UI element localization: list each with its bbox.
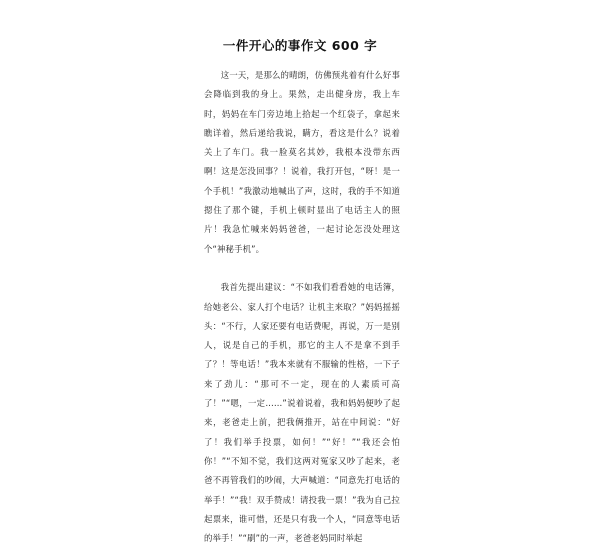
document-title: 一件开心的事作文 600 字 <box>222 38 378 53</box>
paragraph-2: 我首先提出建议：“不如我们看看她的电话簿，给她老公、家人打个电话？让机主来取？”妈妈摇摇头：“不行，人家还要有电话费呢，再说，万一是别人，说是自己的手机，那它的主人不是拿不到手了？！等电话！”我本来就有不服输的性格，一下子来了劲儿：“那可不一定，现在的人素质可高了！”“嗯，一定……”说着说着，我和妈妈便吵了起来，老爸走上前，把我俩推开，站在中间说：“好了！我们举手投票，如何！”“好！”“我还会怕你！”“不知不觉，我们这两对冤家又吵了起来，老爸不再管我们的吵闹，大声喊道：“同意先打电话的举手！”“我！双手赞成！请投我一票！”我为自己拉起票来，谁可惜，还是只有我一个人，“同意等电话的举手！”“刷”的一声，老爸老妈同时举起 <box>204 282 400 544</box>
document-body <box>204 66 400 548</box>
paragraph-1: 这一天，是那么的晴朗，仿佛预兆着有什么好事会降临到我的身上。果然，走出健身房，我上车时，妈妈在车门旁边地上拾起一个红袋子，拿起来瞧详着，然后递给我说，瞒方，看这是什么？说着关上了车门。我一脸莫名其妙，我根本没带东西啊！这是怎没回事？！说着，我打开包，“呀！是一个手机！”我激动地喊出了声，这时，我的手不知道摁住了那个键，手机上顿时显出了电话主人的照片！我急忙喊来妈妈爸爸，一起讨论怎没处理这个“神秘手机”。 <box>204 70 400 254</box>
